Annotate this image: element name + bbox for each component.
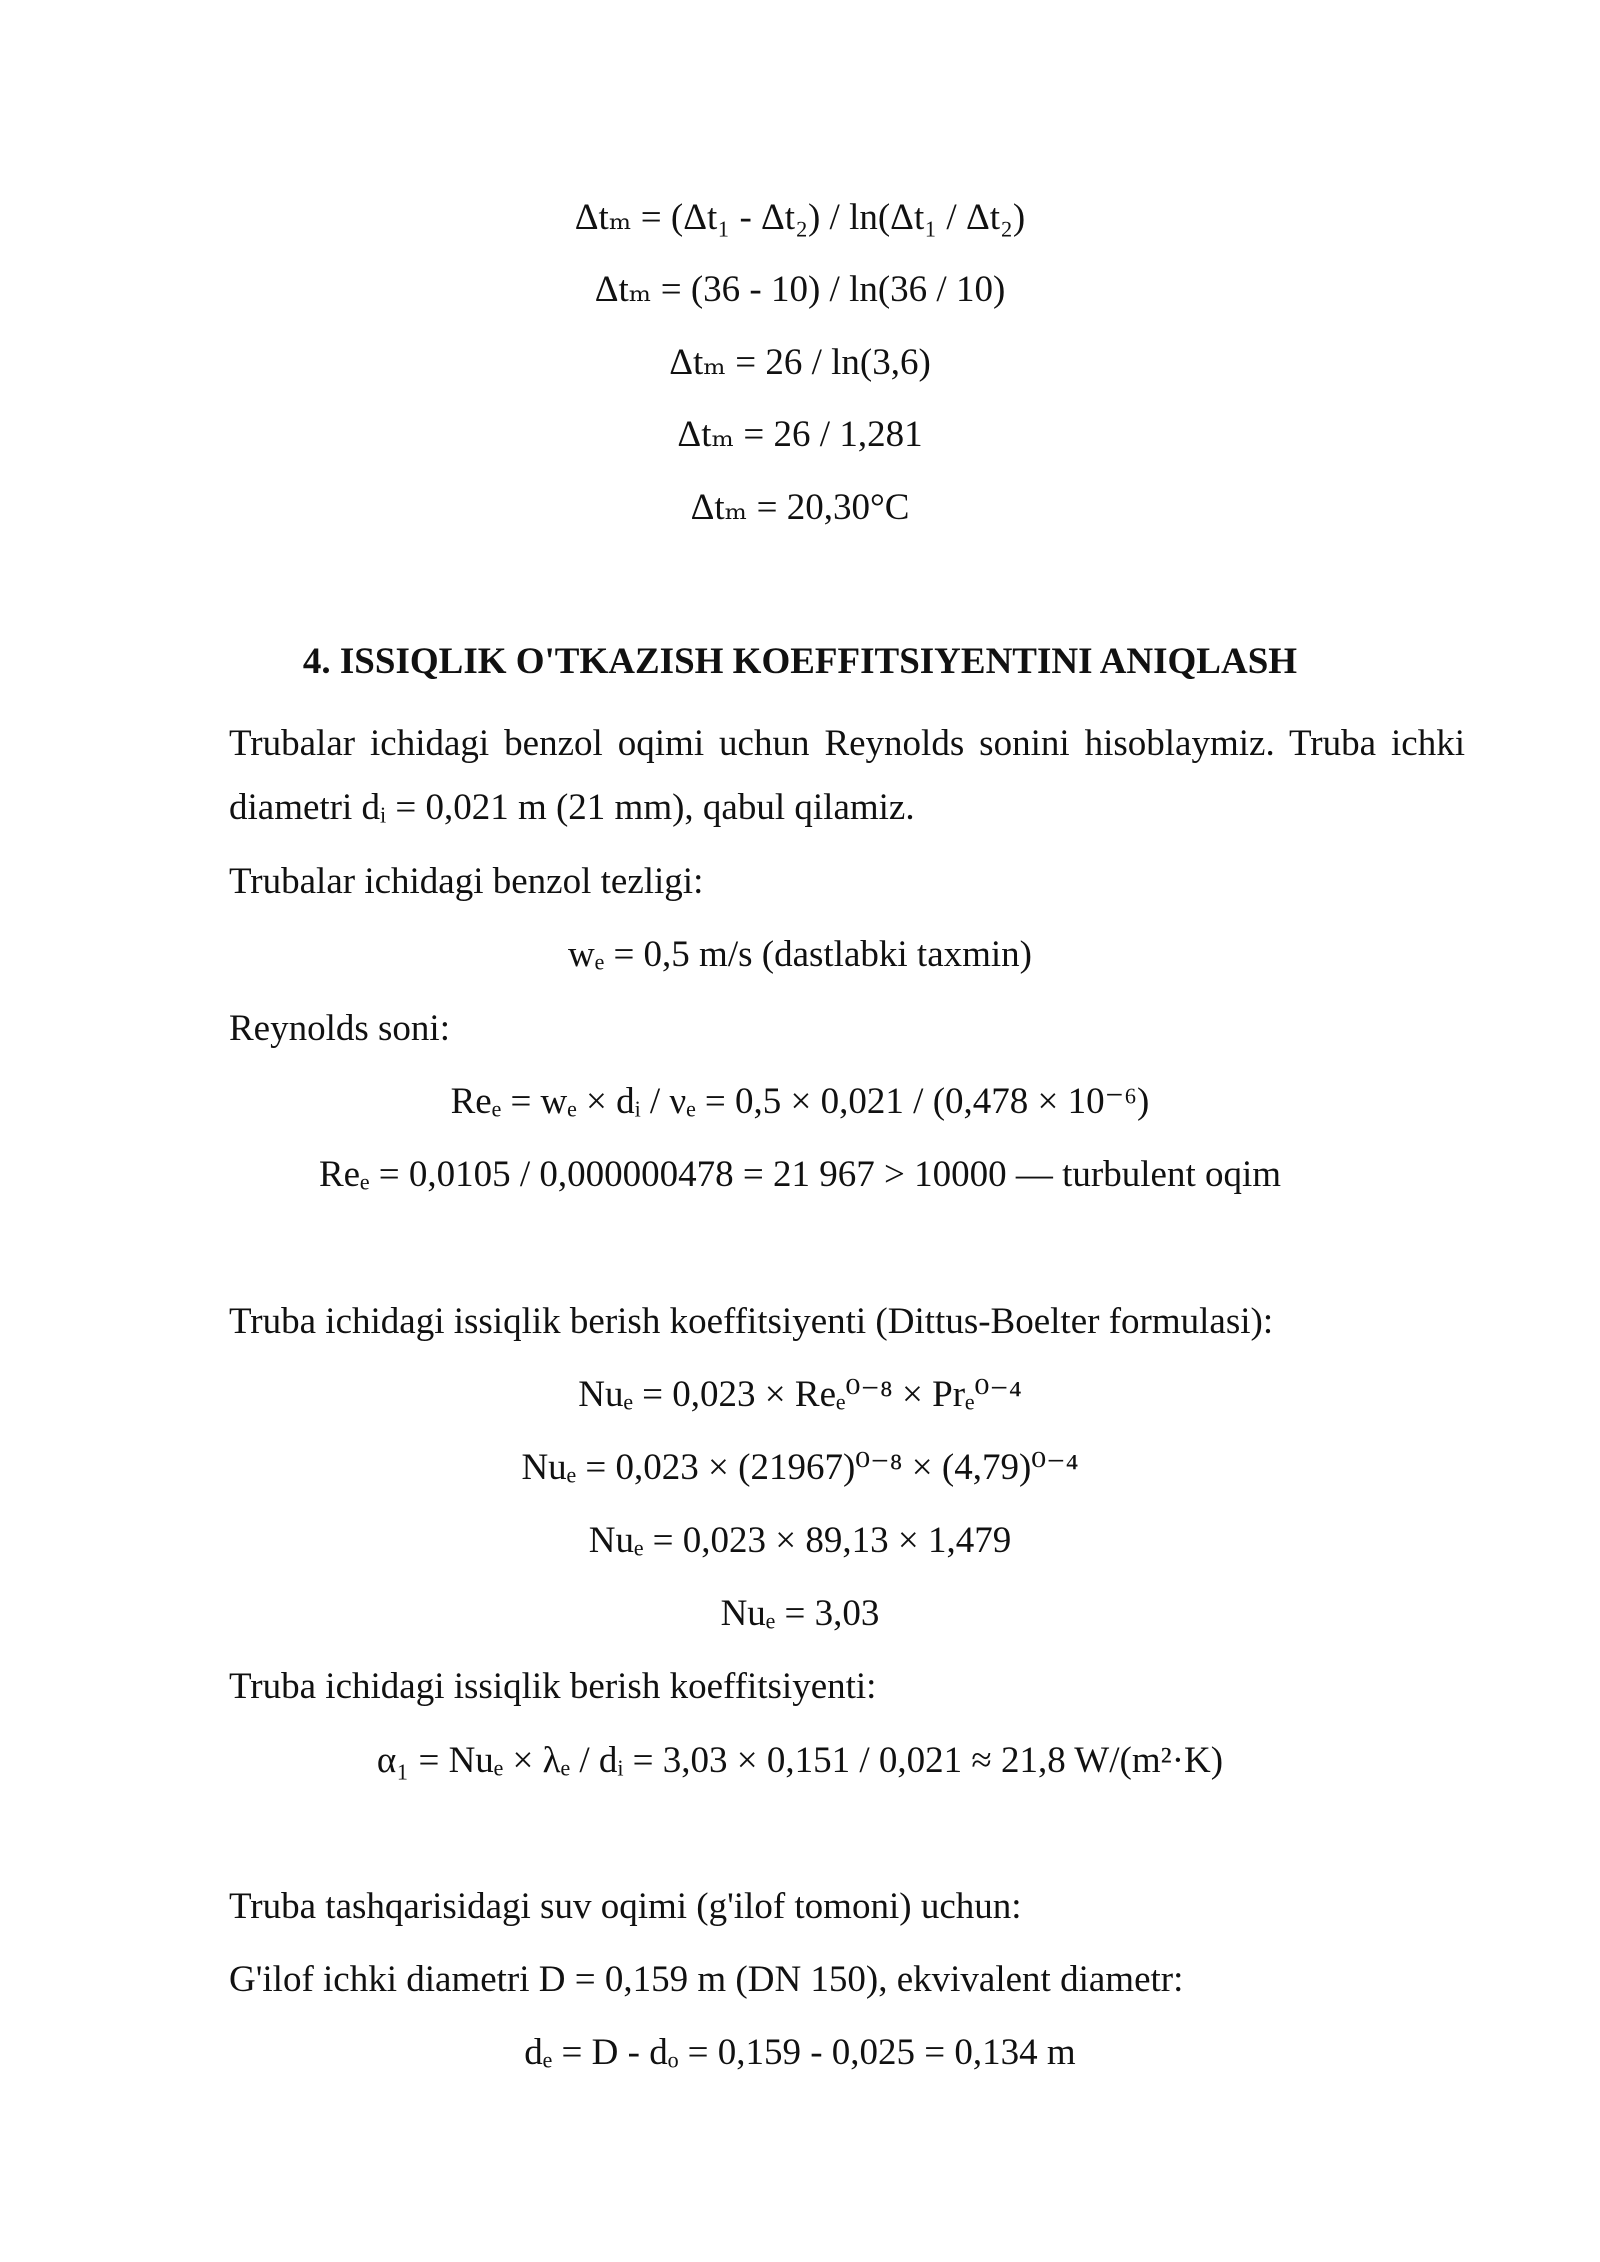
formula-nusselt-substituted: Nuₑ = 0,023 × (21967)⁰⁻⁸ × (4,79)⁰⁻⁴ bbox=[521, 1447, 1079, 1488]
formula-nusselt-evaluated: Nuₑ = 0,023 × 89,13 × 1,479 bbox=[588, 1520, 1012, 1561]
formula-equivalent-diameter: dₑ = D - dₒ = 0,159 - 0,025 = 0,134 m bbox=[524, 2032, 1076, 2073]
paragraph-shell-diameter: G'ilof ichki diametri D = 0,159 m (DN 150), ekvivalent diametr: bbox=[229, 1959, 1184, 2000]
section-heading: 4. ISSIQLIK O'TKAZISH KOEFFITSIYENTINI ANIQLASH bbox=[302, 641, 1298, 682]
paragraph-alpha-intro: Truba ichidagi issiqlik berish koeffitsiyenti: bbox=[229, 1666, 877, 1707]
formula-dtm-log: Δtₘ = 26 / 1,281 bbox=[677, 414, 923, 455]
paragraph-shell-side: Truba tashqarisidagi suv oqimi (g'ilof tomoni) uchun: bbox=[229, 1886, 1022, 1927]
formula-reynolds-result: Reₑ = 0,0105 / 0,000000478 = 21 967 > 10000 — turbulent oqim bbox=[318, 1154, 1282, 1195]
formula-alpha: α₁ = Nuₑ × λₑ / dᵢ = 3,03 × 0,151 / 0,021 ≈ 21,8 W/(m²·K) bbox=[376, 1740, 1224, 1781]
paragraph-benzene-velocity: Trubalar ichidagi benzol tezligi: bbox=[229, 861, 704, 902]
paragraph-reynolds-intro-line2: diametri dᵢ = 0,021 m (21 mm), qabul qilamiz. bbox=[229, 787, 915, 828]
formula-velocity: wₑ = 0,5 m/s (dastlabki taxmin) bbox=[567, 934, 1033, 975]
formula-nusselt-general: Nuₑ = 0,023 × Reₑ⁰⁻⁸ × Prₑ⁰⁻⁴ bbox=[578, 1374, 1022, 1415]
paragraph-reynolds-intro-line1: Trubalar ichidagi benzol oqimi uchun Reynolds sonini hisoblaymiz. Truba ichki bbox=[229, 723, 1465, 764]
label-reynolds: Reynolds soni: bbox=[229, 1008, 450, 1049]
formula-dtm-general: Δtₘ = (Δt₁ - Δt₂) / ln(Δt₁ / Δt₂) bbox=[574, 197, 1026, 238]
formula-reynolds: Reₑ = wₑ × dᵢ / νₑ = 0,5 × 0,021 / (0,478 × 10⁻⁶) bbox=[450, 1081, 1150, 1122]
formula-nusselt-result: Nuₑ = 3,03 bbox=[720, 1593, 880, 1634]
paragraph-nusselt-intro: Truba ichidagi issiqlik berish koeffitsiyenti (Dittus-Boelter formulasi): bbox=[229, 1301, 1274, 1342]
formula-dtm-ratio: Δtₘ = 26 / ln(3,6) bbox=[669, 342, 931, 383]
formula-dtm-result: Δtₘ = 20,30°C bbox=[690, 487, 910, 528]
formula-dtm-substituted: Δtₘ = (36 - 10) / ln(36 / 10) bbox=[594, 269, 1006, 310]
